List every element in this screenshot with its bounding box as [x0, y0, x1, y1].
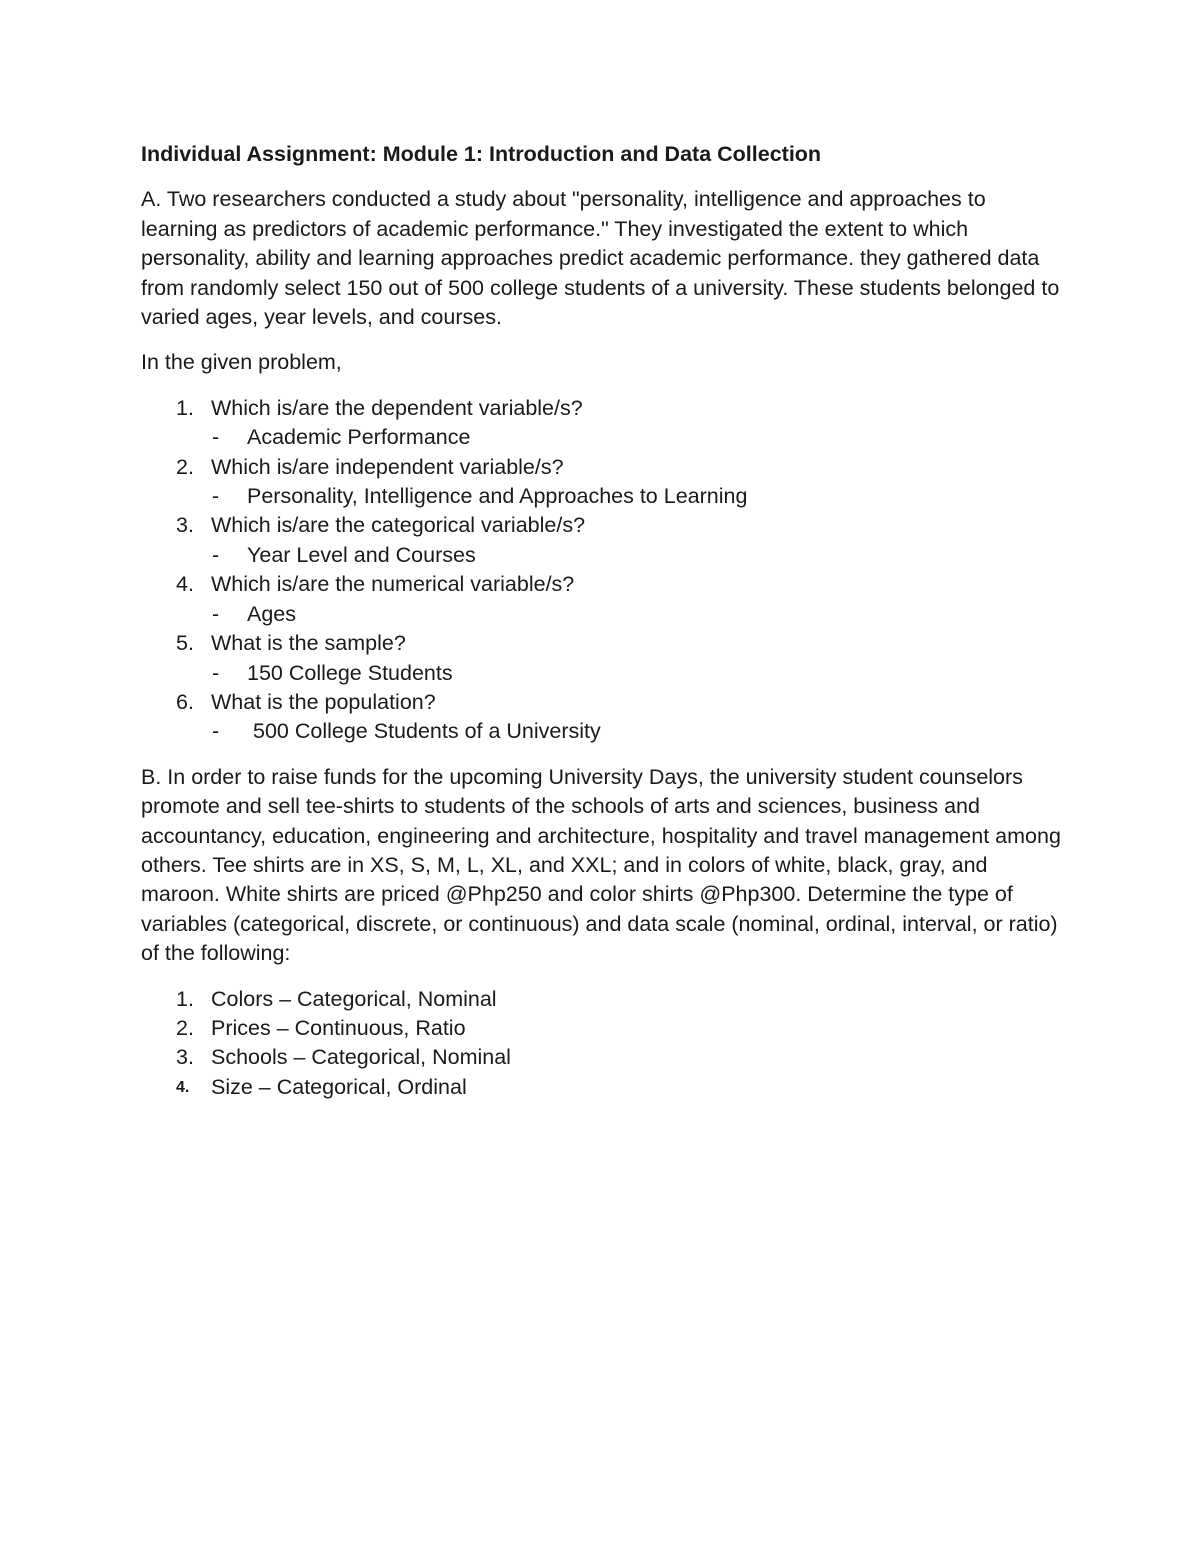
item-number: 2. — [176, 1015, 194, 1040]
question-text: What is the sample? — [211, 631, 406, 656]
answer-text: 500 College Students of a University — [253, 719, 601, 744]
item-text: Schools – Categorical, Nominal — [211, 1045, 511, 1070]
item-number: 1. — [176, 986, 194, 1011]
answer-line — [141, 717, 1061, 746]
question-text: Which is/are independent variable/s? — [211, 454, 564, 479]
list-item — [141, 511, 1061, 540]
list-item — [141, 985, 1061, 1014]
question-number: 4. — [176, 572, 194, 597]
section-a-question-list — [141, 394, 1061, 747]
question-number: 3. — [176, 513, 194, 538]
question-number: 6. — [176, 689, 194, 714]
item-text: Size – Categorical, Ordinal — [211, 1074, 467, 1099]
question-number: 1. — [176, 395, 194, 420]
question-text: Which is/are the dependent variable/s? — [211, 395, 583, 420]
answer-text: Ages — [247, 601, 297, 626]
answer-line — [141, 482, 1061, 511]
list-item — [141, 629, 1061, 658]
list-item — [141, 394, 1061, 423]
answer-line — [141, 423, 1061, 452]
item-number: 4. — [176, 1078, 190, 1096]
answer-line — [141, 600, 1061, 629]
answer-dash: - — [212, 542, 220, 567]
question-number: 5. — [176, 631, 194, 656]
question-text: Which is/are the categorical variable/s? — [211, 513, 586, 538]
item-text: Colors – Categorical, Nominal — [211, 986, 497, 1011]
answer-dash: - — [212, 719, 220, 744]
item-number: 3. — [176, 1045, 194, 1070]
list-item — [141, 688, 1061, 717]
list-item — [141, 570, 1061, 599]
answer-text: Personality, Intelligence and Approaches to Learning — [247, 484, 748, 509]
answer-line — [141, 541, 1061, 570]
question-text: What is the population? — [211, 689, 436, 714]
section-a-paragraph: A. Two researchers conducted a study about "personality, intelligence and approaches to learning as predictors of academic performance." They investigated the extent to which personality, ability and learning approaches predict academic performance. they gathered data from randomly select 150 out of 500 college students of a university. These students belonged to varied ages, year levels, and courses. — [141, 187, 1060, 330]
answer-line — [141, 659, 1061, 688]
document-page — [141, 140, 1061, 1102]
section-a-lead-in: In the given problem, — [141, 350, 342, 375]
answer-text: 150 College Students — [247, 660, 453, 685]
answer-text: Academic Performance — [247, 425, 471, 450]
list-item — [141, 1043, 1061, 1072]
document-title: Individual Assignment: Module 1: Introduction and Data Collection — [141, 142, 822, 166]
item-text: Prices – Continuous, Ratio — [211, 1015, 466, 1040]
section-b-paragraph: B. In order to raise funds for the upcoming University Days, the university student counselors promote and sell tee-shirts to students of the schools of arts and sciences, business and accountancy, education, engineering and architecture, hospitality and travel management among others. Tee shirts are in XS, S, M, L, XL, and XXL; and in colors of white, black, gray, and maroon. White shirts are priced @Php250 and color shirts @Php300. Determine the type of variables (categorical, discrete, or continuous) and data scale (nominal, ordinal, interval, or ratio) of the following: — [141, 764, 1061, 966]
answer-dash: - — [212, 425, 220, 450]
section-b-item-list — [141, 985, 1061, 1103]
answer-dash: - — [212, 660, 220, 685]
list-item — [141, 1073, 1061, 1102]
question-text: Which is/are the numerical variable/s? — [211, 572, 575, 597]
question-number: 2. — [176, 454, 194, 479]
answer-text: Year Level and Courses — [247, 542, 476, 567]
list-item — [141, 1014, 1061, 1043]
list-item — [141, 453, 1061, 482]
answer-dash: - — [212, 601, 220, 626]
answer-dash: - — [212, 484, 220, 509]
